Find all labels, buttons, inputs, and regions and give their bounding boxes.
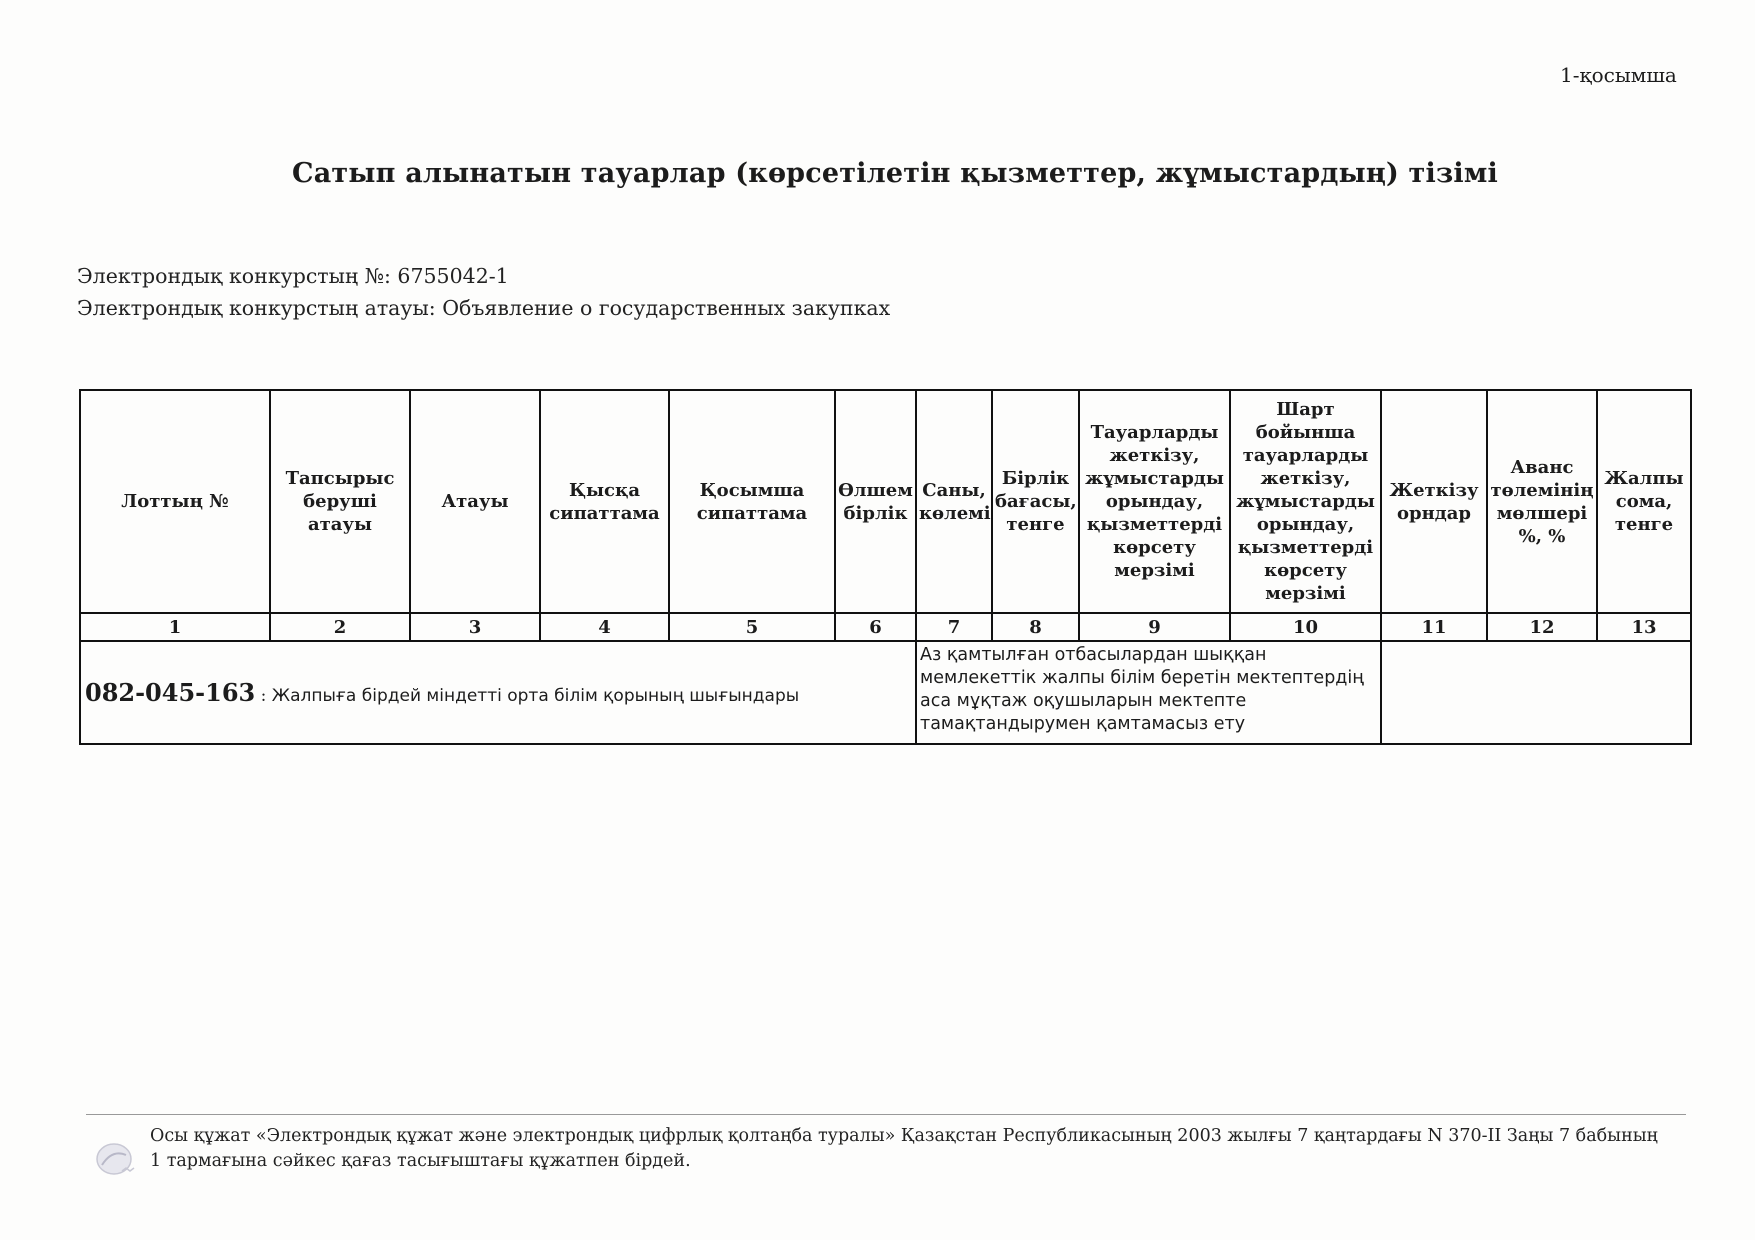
column-number: 10 [1230,613,1381,641]
column-number: 3 [410,613,540,641]
header-unit: Өлшем бірлік [835,390,916,613]
contest-number: Электрондық конкурстың №: 6755042-1 [77,264,509,288]
header-additional-description: Қосымша сипаттама [669,390,835,613]
header-short-description: Қысқа сипаттама [540,390,669,613]
lots-table [79,389,1692,745]
lot-separator: : [255,686,272,706]
column-number: 13 [1597,613,1691,641]
lot-cell [80,641,916,744]
header-quantity: Саны, көлемі [916,390,992,613]
footer-divider [86,1114,1686,1115]
header-name: Атауы [410,390,540,613]
header-delivery-period: Тауарларды жеткізу, жұмыстарды орындау, қызметтерді көрсету мерзімі [1079,390,1230,613]
header-total-amount: Жалпы сома, тенге [1597,390,1691,613]
header-row [80,390,1691,613]
column-number: 5 [669,613,835,641]
page-title: Сатып алынатын тауарлар (көрсетілетін қызметтер, жұмыстардың) тізімі [292,158,1498,189]
lot-code: 082-045-163 [85,678,256,707]
header-delivery-places: Жеткізу орндар [1381,390,1487,613]
column-number-row [80,613,1691,641]
column-number: 2 [270,613,410,641]
column-number: 12 [1487,613,1597,641]
column-number: 8 [992,613,1079,641]
lot-description: Аз қамтылған отбасылардан шыққан мемлекеттік жалпы білім беретін мектептердің аса мұқтаж оқушыларын мектепте тамақтандырумен қамтамасыз ету [916,641,1381,744]
column-number: 11 [1381,613,1487,641]
column-number: 1 [80,613,270,641]
table-row [80,641,1691,744]
e-signature-stamp-icon [92,1135,142,1183]
column-number: 4 [540,613,669,641]
header-lot-number: Лоттың № [80,390,270,613]
appendix-label: 1-қосымша [1560,63,1677,87]
column-number: 9 [1079,613,1230,641]
header-advance-payment: Аванс төлемінің мөлшері %, % [1487,390,1597,613]
column-number: 7 [916,613,992,641]
contest-name: Электрондық конкурстың атауы: Объявление о государственных закупках [77,296,891,320]
footer-legal-note: Осы құжат «Электрондық құжат және электрондық цифрлық қолтаңба туралы» Қазақстан Республикасының 2003 жылғы 7 қаңтардағы N 370-II Заңы 7 бабының 1 тармағына сәйкес қағаз тасығыштағы құжатпен бірдей. [150,1126,1658,1171]
column-number: 6 [835,613,916,641]
header-customer-name: Тапсырыс беруші атауы [270,390,410,613]
header-unit-price: Бірлік бағасы, тенге [992,390,1079,613]
lot-empty-cell [1381,641,1691,744]
header-contract-delivery-period: Шарт бойынша тауарларды жеткізу, жұмыстарды орындау, қызметтерді көрсету мерзімі [1230,390,1381,613]
lot-name: Жалпыға бірдей міндетті орта білім қорының шығындары [271,686,800,706]
